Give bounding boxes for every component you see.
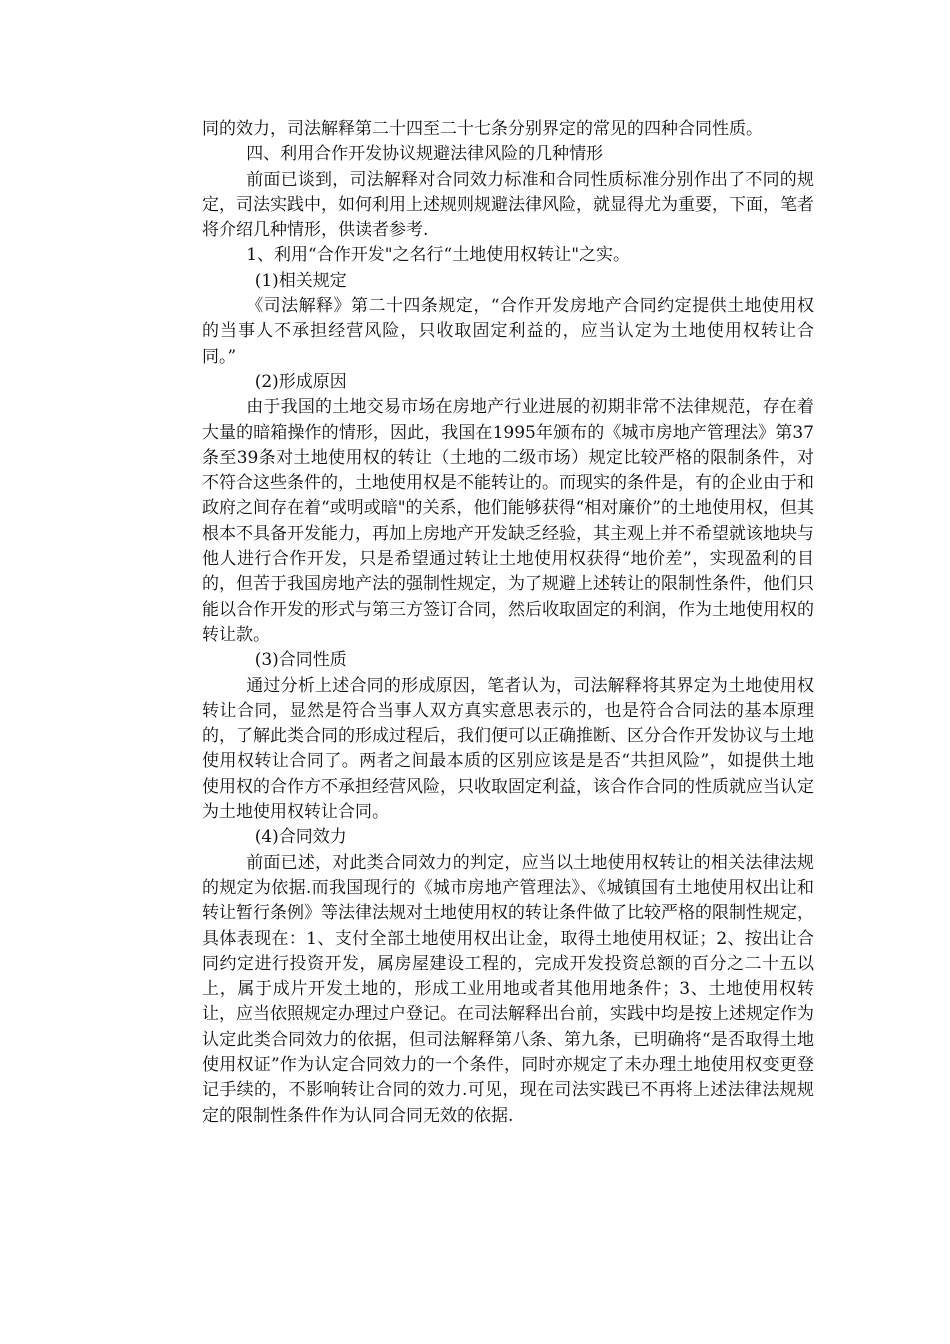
item-heading-relevant-rules: (1)相关规定 — [254, 270, 347, 291]
item-heading-contract-nature: (3)合同性质 — [254, 650, 347, 671]
document-body — [202, 117, 814, 1129]
paragraph: 前面已谈到，司法解释对合同效力标准和合同性质标准分别作出了不同的规定，司法实践中，如何利用上述规则规避法律风险，就显得尤为重要，下面，笔者将介绍几种情形，供读者参考. — [202, 169, 814, 241]
item-heading-causes: (2)形成原因 — [254, 371, 347, 392]
subsection-heading: 1、利用“合作开发"之名行“土地使用权转让"之实。 — [246, 245, 631, 266]
section-heading: 四、利用合作开发协议规避法律风险的几种情形 — [246, 144, 604, 165]
paragraph: 由于我国的土地交易市场在房地产行业进展的初期非常不法律规范，存在着大量的暗箱操作的情形，因此，我国在1995年颁布的《城市房地产管理法》第37条至39条对土地使用权的转让（土地的二级市场）规定比较严格的限制条件，对不符合这些条件的，土地使用权是不能转让的。而现实的条件是，有的企业由于和政府之间存在着“或明或暗"的关系，他们能够获得“相对廉价”的土地使用权，但其根本不具备开发能力，再加上房地产开发缺乏经验，其主观上并不希望就该地块与他人进行合作开发，只是希望通过转让土地使用权获得“地价差”，实现盈利的目的，但苦于我国房地产法的强制性规定，为了规避上述转让的限制性条件，他们只能以合作开发的形式与第三方签订合同，然后收取固定的利润，作为土地使用权的转让款。 — [202, 397, 814, 645]
item-heading-contract-validity: (4)合同效力 — [254, 827, 347, 848]
paragraph: 通过分析上述合同的形成原因，笔者认为，司法解释将其界定为土地使用权转让合同，显然是符合当事人双方真实意思表示的，也是符合合同法的基本原理的，了解此类合同的形成过程后，我们便可以正确推断、区分合作开发协议与土地使用权转让合同了。两者之间最本质的区别应该是是否“共担风险”，如提供土地使用权的合作方不承担经营风险，只收取固定利益，该合作合同的性质就应当认定为土地使用权转让合同。 — [202, 675, 814, 823]
paragraph-continuation: 同的效力，司法解释第二十四至二十七条分别界定的常见的四种合同性质。 — [202, 119, 763, 139]
paragraph: 《司法解释》第二十四条规定，“合作开发房地产合同约定提供土地使用权的当事人不承担经营风险，只收取固定利益的，应当认定为土地使用权转让合同。” — [202, 296, 814, 367]
paragraph: 前面已述，对此类合同效力的判定，应当以土地使用权转让的相关法律法规的规定为依据.而我国现行的《城市房地产管理法》、《城镇国有土地使用权出让和转让暂行条例》等法律法规对土地使用权的转让条件做了比较严格的限制性规定，具体表现在：1、支付全部土地使用权出让金，取得土地使用权证；2、按出让合同约定进行投资开发，属房屋建设工程的，完成开发投资总额的百分之二十五以上，属于成片开发土地的，形成工业用地或者其他用地条件；3、土地使用权转让，应当依照规定办理过户登记。在司法解释出台前，实践中均是按上述规定作为认定此类合同效力的依据，但司法解释第八条、第九条，已明确将“是否取得土地使用权证”作为认定合同效力的一个条件，同时亦规定了未办理土地使用权变更登记手续的，不影响转让合同的效力.可见，现在司法实践已不再将上述法律法规规定的限制性条件作为认同合同无效的依据. — [202, 852, 814, 1126]
